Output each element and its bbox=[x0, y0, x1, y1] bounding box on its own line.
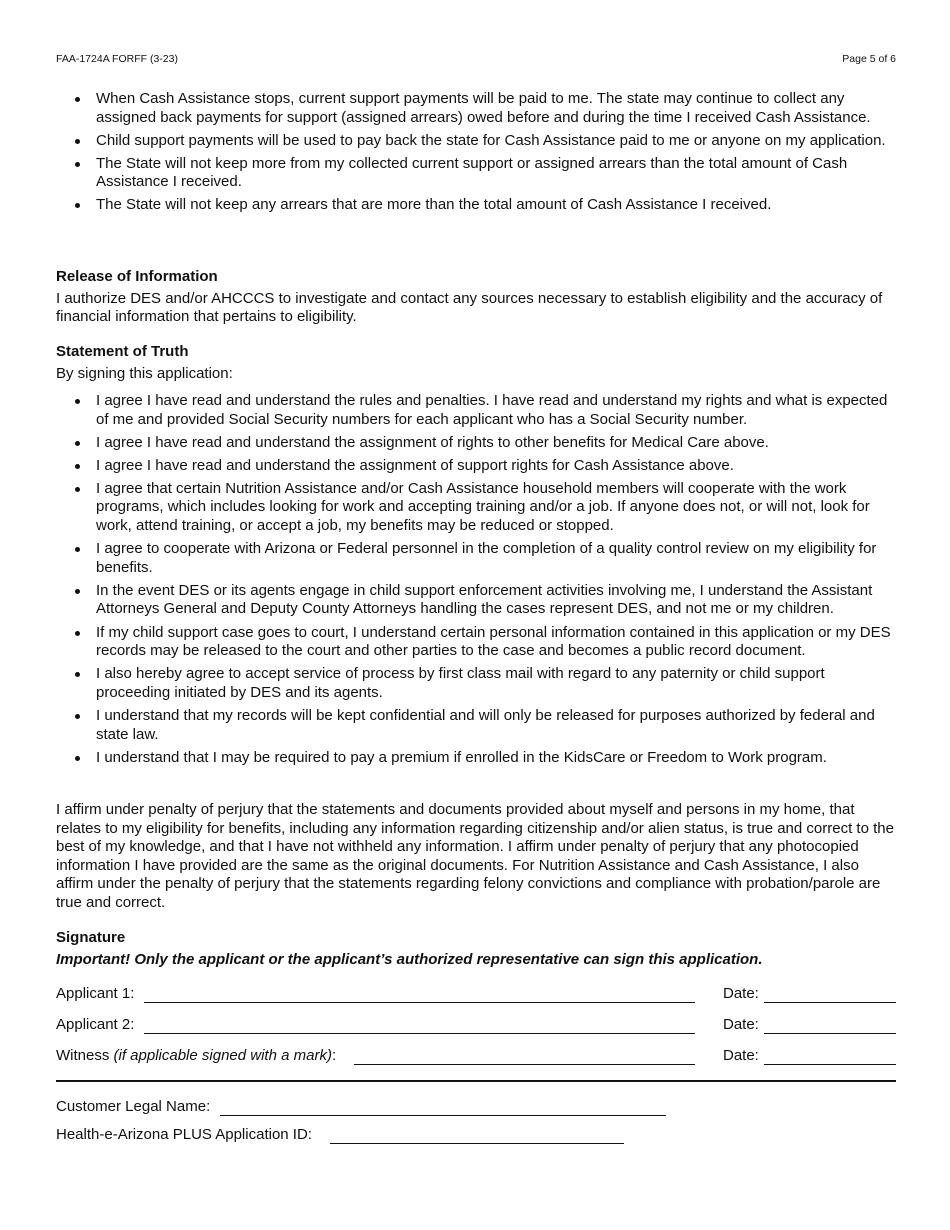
bullet-icon bbox=[75, 203, 80, 208]
truth-bullet-item bbox=[56, 582, 896, 619]
date2-line[interactable] bbox=[764, 1033, 896, 1034]
bullet-icon bbox=[75, 97, 80, 102]
bullet-icon bbox=[75, 399, 80, 404]
truth-intro: By signing this application: bbox=[56, 364, 233, 382]
truth-section bbox=[56, 343, 896, 383]
customer-name-label: Customer Legal Name: bbox=[56, 1098, 211, 1115]
cash-bullet-item bbox=[56, 196, 896, 215]
truth-bullet-item bbox=[56, 480, 896, 536]
section-divider bbox=[56, 1080, 896, 1082]
witness-row bbox=[56, 1045, 896, 1067]
truth-list bbox=[56, 392, 896, 772]
bullet-icon bbox=[75, 487, 80, 492]
witness-label: Witness bbox=[56, 1047, 110, 1064]
witness-note: (if applicable signed with a mark) bbox=[113, 1047, 332, 1064]
page-number: Page 5 of 6 bbox=[842, 53, 896, 65]
truth-bullet-item-text: I agree to cooperate with Arizona or Federal personnel in the completion of a quality control review on my eligibility for benefits. bbox=[96, 540, 877, 576]
cash-bullet-item bbox=[56, 155, 896, 192]
page-header bbox=[56, 53, 896, 67]
signature-heading: Signature bbox=[56, 929, 126, 946]
release-heading: Release of Information bbox=[56, 268, 218, 285]
bullet-icon bbox=[75, 547, 80, 552]
cash-bullet-item-text: When Cash Assistance stops, current support payments will be paid to me. The state may continue to collect any assigned back payments for support (assigned arrears) owed before and during the time I received Cash Assistance. bbox=[96, 90, 871, 126]
release-text: I authorize DES and/or AHCCCS to investigate and contact any sources necessary to establish eligibility and the accuracy of financial information that pertains to eligibility. bbox=[56, 289, 883, 326]
customer-name-line[interactable] bbox=[220, 1114, 666, 1116]
date2-label: Date: bbox=[723, 1016, 759, 1033]
date3-label: Date: bbox=[723, 1047, 759, 1064]
truth-bullet-item-text: I understand that my records will be kept confidential and will only be released for purposes authorized by federal and state law. bbox=[96, 706, 875, 743]
date3-line[interactable] bbox=[764, 1064, 896, 1065]
truth-bullet-item bbox=[56, 392, 896, 429]
cash-assistance-list bbox=[56, 90, 896, 220]
truth-bullet-item bbox=[56, 707, 896, 744]
applicant1-signature-line[interactable] bbox=[144, 1001, 695, 1003]
bullet-icon bbox=[75, 139, 80, 144]
truth-bullet-item-text: If my child support case goes to court, I understand certain personal information contained in this application or my DES records may be released to the court and other parties to the case and becomes a public record document. bbox=[96, 623, 891, 660]
truth-bullet-item bbox=[56, 749, 896, 768]
truth-bullet-item-text: In the event DES or its agents engage in child support enforcement activities involving me, I understand the Assistant Attorneys General and Deputy County Attorneys handling the cases represent DES, and not me or my children. bbox=[96, 581, 873, 618]
witness-signature-line[interactable] bbox=[354, 1063, 695, 1065]
applicant2-row bbox=[56, 1014, 896, 1036]
cash-bullet-item-text: Child support payments will be used to pay back the state for Cash Assistance paid to me or anyone on my application. bbox=[96, 131, 886, 149]
cash-bullet-item bbox=[56, 132, 896, 151]
cash-bullet-item bbox=[56, 90, 896, 127]
bullet-icon bbox=[75, 464, 80, 469]
truth-bullet-item bbox=[56, 457, 896, 476]
bullet-icon bbox=[75, 672, 80, 677]
date1-label: Date: bbox=[723, 985, 759, 1002]
date1-line[interactable] bbox=[764, 1002, 896, 1003]
cash-bullet-item-text: The State will not keep any arrears that are more than the total amount of Cash Assistance I received. bbox=[96, 196, 772, 214]
bullet-icon bbox=[75, 714, 80, 719]
signature-section bbox=[56, 929, 896, 969]
applicant2-label: Applicant 2: bbox=[56, 1016, 135, 1033]
application-id-row bbox=[56, 1124, 896, 1146]
bullet-icon bbox=[75, 162, 80, 167]
truth-bullet-item bbox=[56, 665, 896, 702]
truth-bullet-item bbox=[56, 624, 896, 661]
applicant2-signature-line[interactable] bbox=[144, 1032, 695, 1034]
bullet-icon bbox=[75, 441, 80, 446]
truth-bullet-item bbox=[56, 540, 896, 577]
applicant1-label: Applicant 1: bbox=[56, 985, 135, 1002]
truth-heading: Statement of Truth bbox=[56, 343, 189, 360]
signature-important: Important! Only the applicant or the applicant’s authorized representative can sign this application. bbox=[56, 950, 763, 968]
truth-bullet-item-text: I agree I have read and understand the assignment of rights to other benefits for Medical Care above. bbox=[96, 433, 769, 451]
affirm-text: I affirm under penalty of perjury that the statements and documents provided about myself and persons in my home, that relates to my eligibility for benefits, including any information regarding citizenship and/or alien status, is true and correct to the best of my knowledge, and that I have not withheld any information. I affirm under penalty of perjury that any photocopied information I have provided are the same as the original documents. For Nutrition Assistance and Cash Assistance, I also affirm under the penalty of perjury that the statements regarding felony convictions and compliance with probation/parole are true and correct. bbox=[56, 801, 894, 911]
cash-bullet-item-text: The State will not keep more from my collected current support or assigned arrears than the total amount of Cash Assistance I received. bbox=[96, 154, 848, 191]
applicant1-row bbox=[56, 983, 896, 1005]
customer-name-row bbox=[56, 1096, 896, 1118]
affirm-section bbox=[56, 801, 896, 913]
bullet-icon bbox=[75, 631, 80, 636]
truth-bullet-item bbox=[56, 434, 896, 453]
bullet-icon bbox=[75, 589, 80, 594]
truth-bullet-item-text: I agree I have read and understand the rules and penalties. I have read and understand my rights and what is expected of me and provided Social Security numbers for each applicant who has a Social Security number. bbox=[96, 392, 888, 428]
truth-bullet-item-text: I also hereby agree to accept service of process by first class mail with regard to any paternity or child support proceeding initiated by DES and its agents. bbox=[96, 665, 825, 701]
bullet-icon bbox=[75, 756, 80, 761]
application-id-line[interactable] bbox=[330, 1142, 624, 1144]
form-id: FAA-1724A FORFF (3-23) bbox=[56, 53, 178, 65]
witness-colon: : bbox=[331, 1047, 337, 1064]
release-section bbox=[56, 268, 896, 327]
truth-bullet-item-text: I agree I have read and understand the assignment of support rights for Cash Assistance above. bbox=[96, 456, 734, 474]
witness-label-group bbox=[56, 1047, 336, 1064]
application-id-label: Health-e-Arizona PLUS Application ID: bbox=[56, 1126, 312, 1143]
truth-bullet-item-text: I understand that I may be required to pay a premium if enrolled in the KidsCare or Freedom to Work program. bbox=[96, 748, 827, 766]
truth-bullet-item-text: I agree that certain Nutrition Assistance and/or Cash Assistance household members will cooperate with the work programs, which includes looking for work and accepting training and/or a job. If anyone does not, or will not, look for work, attend training, or accept a job, my benefits may be reduced or stopped. bbox=[96, 479, 870, 535]
